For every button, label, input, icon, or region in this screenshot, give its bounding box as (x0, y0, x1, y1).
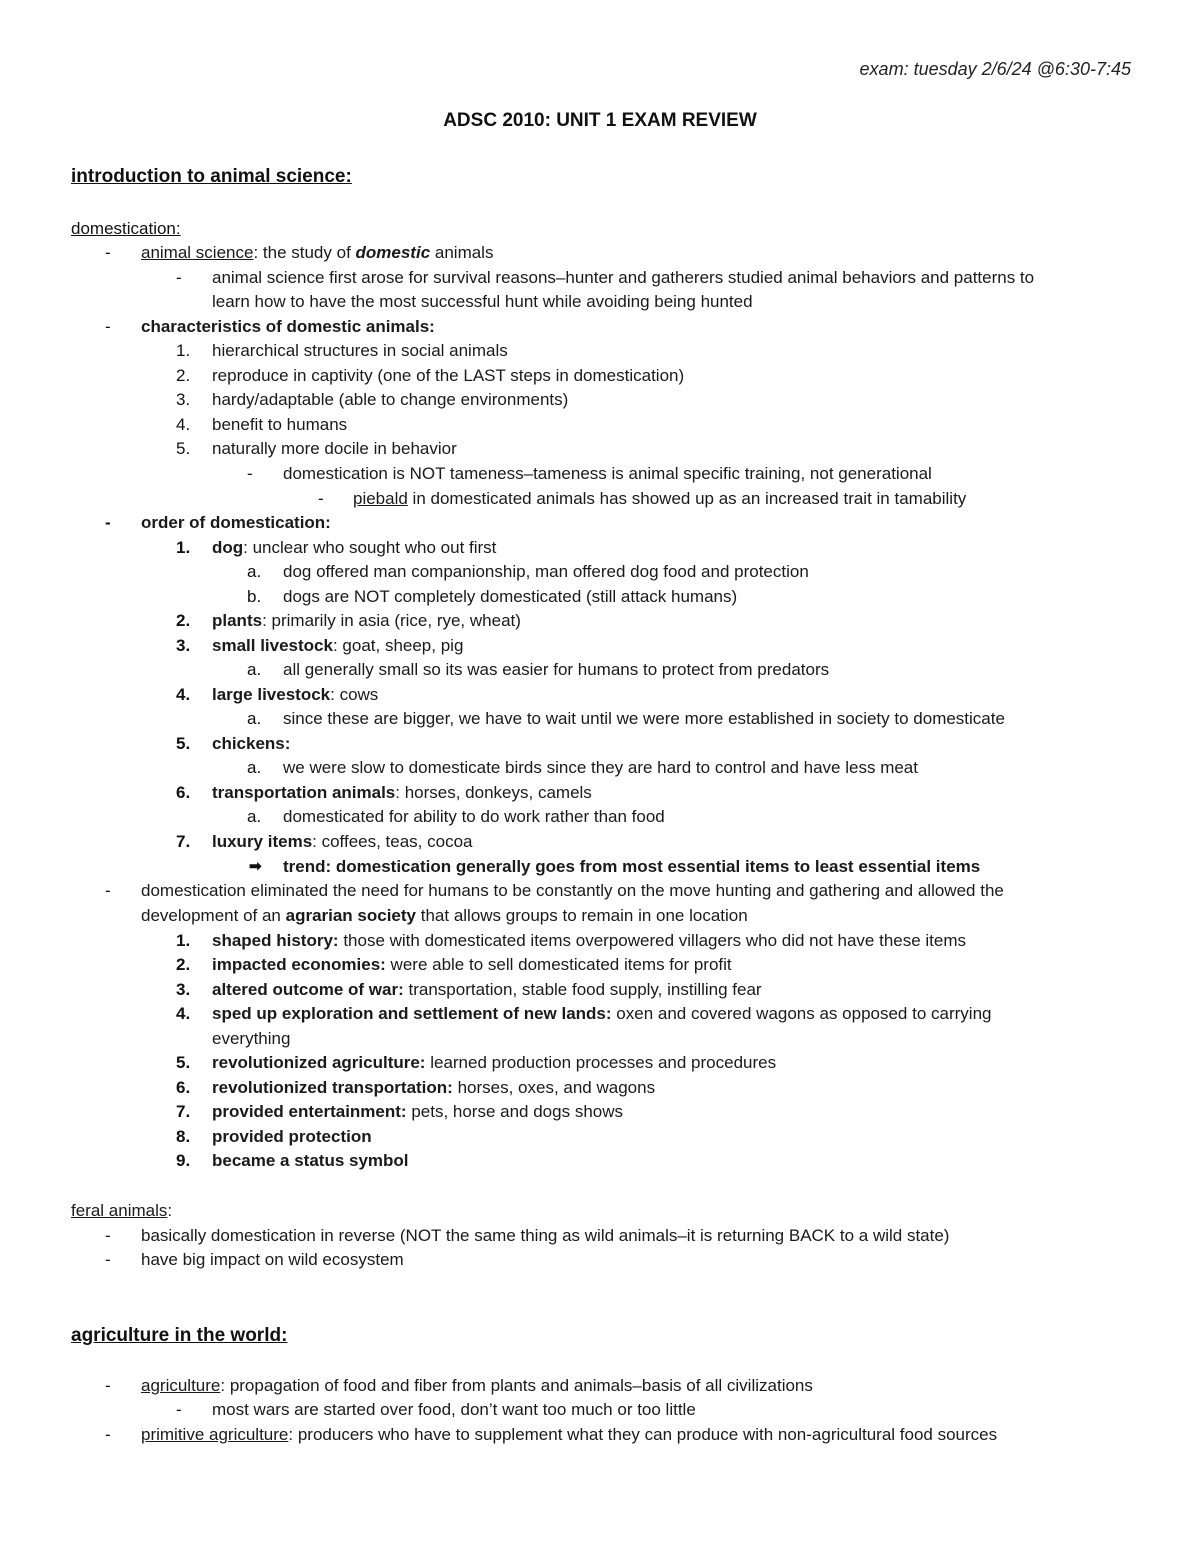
list-number: 9. (176, 1151, 191, 1170)
trend-note: trend: domestication generally goes from most essential items to least essential items (283, 857, 981, 876)
list-item: we were slow to domesticate birds since they are hard to control and have less meat (283, 758, 918, 777)
list-item: all generally small so its was easier for humans to protect from predators (283, 660, 830, 679)
text: transportation, stable food supply, instilling fear (403, 980, 762, 999)
term: agrarian society (285, 906, 417, 925)
subheading-feral (71, 1199, 172, 1223)
text: learned production processes and procedures (425, 1053, 777, 1072)
term: dog (212, 538, 244, 557)
list-number: 7. (176, 832, 191, 851)
list-number: 7. (176, 1102, 191, 1121)
list-item (212, 978, 762, 1002)
list-item (141, 1423, 997, 1447)
list-item: basically domestication in reverse (NOT the same thing as wild animals–it is returning BACK to a wild state) (141, 1226, 950, 1245)
list-number: 2. (176, 611, 191, 630)
term: large livestock (212, 685, 331, 704)
bullet-dash: - (247, 464, 253, 483)
list-item (212, 1100, 623, 1124)
bullet-dash: - (105, 317, 111, 336)
list-item: domestication is NOT tameness–tameness is animal specific training, not generational (283, 464, 932, 483)
list-letter: a. (247, 807, 262, 826)
bullet-dash: - (105, 513, 111, 532)
list-item (212, 536, 496, 560)
bullet-dash: - (176, 1400, 182, 1419)
list-item (212, 953, 732, 977)
bullet-dash: - (105, 1376, 111, 1395)
list-item: hardy/adaptable (able to change environments) (212, 390, 569, 409)
bullet-dash: - (176, 268, 182, 287)
list-item: chickens: (212, 734, 291, 753)
text: : coffees, teas, cocoa (312, 832, 473, 851)
text: : unclear who sought who out first (243, 538, 497, 557)
list-item (212, 929, 966, 953)
list-number: 4. (176, 1004, 191, 1023)
bullet-dash: - (105, 881, 111, 900)
list-number: 3. (176, 636, 191, 655)
term: primitive agriculture (141, 1425, 289, 1444)
emphasis: domestic (355, 243, 431, 262)
term: animal science (141, 243, 254, 262)
term: shaped history: (212, 931, 339, 950)
list-letter: a. (247, 758, 262, 777)
term: revolutionized transportation: (212, 1078, 453, 1097)
text: were able to sell domesticated items for profit (385, 955, 732, 974)
text: : the study of (253, 243, 356, 262)
list-item: domestication eliminated the need for humans to be constantly on the move hunting and gathering and allowed the (141, 881, 1004, 900)
list-item-continuation: learn how to have the most successful hunt while avoiding being hunted (212, 292, 753, 311)
term: provided entertainment: (212, 1102, 407, 1121)
list-item (212, 1076, 655, 1100)
text: : cows (330, 685, 379, 704)
list-item (212, 830, 473, 854)
list-item: became a status symbol (212, 1151, 409, 1170)
list-item: naturally more docile in behavior (212, 439, 457, 458)
list-item-continuation: everything (212, 1029, 291, 1048)
list-letter: b. (247, 587, 262, 606)
list-item: hierarchical structures in social animals (212, 341, 508, 360)
term: plants (212, 611, 263, 630)
list-number: 5. (176, 734, 191, 753)
exam-date-note: exam: tuesday 2/6/24 @6:30-7:45 (859, 59, 1131, 79)
term: agriculture (141, 1376, 221, 1395)
term: small livestock (212, 636, 333, 655)
list-item: animal science first arose for survival reasons–hunter and gatherers studied animal behaviors and patterns to (212, 268, 1035, 287)
list-item (212, 683, 378, 707)
list-item-continuation (141, 904, 748, 928)
list-number: 5. (176, 1053, 191, 1072)
term: revolutionized agriculture: (212, 1053, 426, 1072)
list-number: 8. (176, 1127, 191, 1146)
list-number: 2. (176, 955, 191, 974)
list-item: since these are bigger, we have to wait until we were more established in society to domesticate (283, 709, 1005, 728)
list-number: 1. (176, 931, 191, 950)
list-item (212, 609, 521, 633)
list-number: 6. (176, 1078, 191, 1097)
list-letter: a. (247, 562, 262, 581)
text: that allows groups to remain in one location (416, 906, 748, 925)
list-number: 4. (176, 415, 191, 434)
term: luxury items (212, 832, 313, 851)
bullet-dash: - (105, 1250, 111, 1269)
text: pets, horse and dogs shows (406, 1102, 624, 1121)
text: : producers who have to supplement what they can produce with non-agricultural food sources (288, 1425, 998, 1444)
text: in domesticated animals has showed up as an increased trait in tamability (407, 489, 967, 508)
term: transportation animals (212, 783, 396, 802)
list-number: 3. (176, 390, 191, 409)
bullet-dash: - (318, 489, 324, 508)
text: : propagation of food and fiber from plants and animals–basis of all civilizations (220, 1376, 813, 1395)
section-heading-intro: introduction to animal science: (71, 166, 352, 187)
subheading-domestication: domestication: (71, 219, 181, 238)
bullet-dash: - (105, 1425, 111, 1444)
list-item (141, 241, 493, 265)
list-item (141, 1374, 813, 1398)
bullet-dash: - (105, 1226, 111, 1245)
text: : horses, donkeys, camels (395, 783, 592, 802)
term: impacted economies: (212, 955, 386, 974)
list-heading: characteristics of domestic animals: (141, 317, 435, 336)
term: piebald (353, 489, 408, 508)
list-item: provided protection (212, 1127, 372, 1146)
list-item (212, 634, 463, 658)
text: those with domesticated items overpowered villagers who did not have these items (338, 931, 967, 950)
list-item (212, 1051, 776, 1075)
section-heading-agriculture: agriculture in the world: (71, 1325, 288, 1346)
list-number: 5. (176, 439, 191, 458)
term: altered outcome of war: (212, 980, 404, 999)
list-item: reproduce in captivity (one of the LAST steps in domestication) (212, 366, 685, 385)
text: development of an (141, 906, 286, 925)
list-item: dogs are NOT completely domesticated (still attack humans) (283, 587, 738, 606)
list-item: domesticated for ability to do work rather than food (283, 807, 665, 826)
term: feral animals (71, 1201, 168, 1220)
list-heading: order of domestication: (141, 513, 331, 532)
text: : primarily in asia (rice, rye, wheat) (262, 611, 521, 630)
text: oxen and covered wagons as opposed to carrying (611, 1004, 992, 1023)
text: : (167, 1201, 173, 1220)
list-item: have big impact on wild ecosystem (141, 1250, 404, 1269)
text: animals (430, 243, 494, 262)
list-letter: a. (247, 709, 262, 728)
arrow-icon: ➡ (249, 858, 262, 875)
document-title: ADSC 2010: UNIT 1 EXAM REVIEW (443, 110, 757, 131)
list-item: most wars are started over food, don’t want too much or too little (212, 1400, 696, 1419)
list-item: dog offered man companionship, man offered dog food and protection (283, 562, 809, 581)
list-letter: a. (247, 660, 262, 679)
list-number: 1. (176, 538, 191, 557)
text: : goat, sheep, pig (332, 636, 464, 655)
list-number: 3. (176, 980, 191, 999)
list-item: benefit to humans (212, 415, 348, 434)
bullet-dash: - (105, 243, 111, 262)
term: sped up exploration and settlement of new lands: (212, 1004, 612, 1023)
list-number: 1. (176, 341, 191, 360)
list-number: 6. (176, 783, 191, 802)
list-item (212, 781, 592, 805)
list-item (212, 1002, 991, 1026)
list-number: 2. (176, 366, 191, 385)
list-item (353, 487, 966, 511)
text: horses, oxes, and wagons (452, 1078, 656, 1097)
list-number: 4. (176, 685, 191, 704)
